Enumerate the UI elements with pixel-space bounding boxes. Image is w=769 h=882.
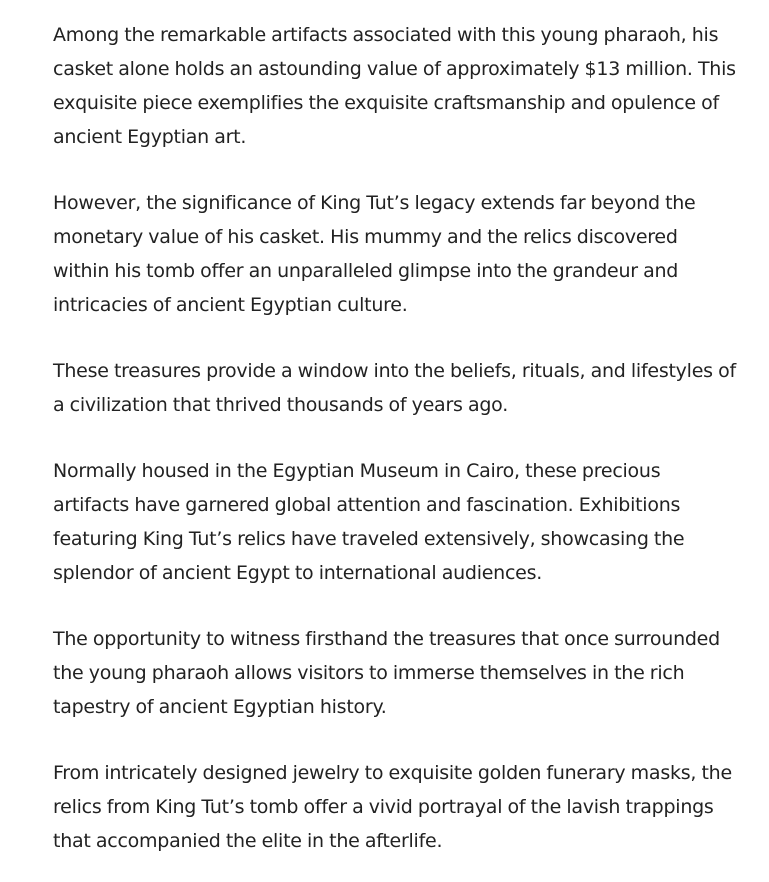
paragraph-treasures-window: These treasures provide a window into the beliefs, rituals, and lifestyles of a civilization that thrived thousands of years ago. xyxy=(53,360,736,416)
paragraph-legacy-significance: However, the significance of King Tut’s legacy extends far beyond the monetary value of his casket. His mummy and the relics discovered within his tomb offer an unparalleled glimpse into the grandeur and intricacies of ancient Egyptian culture. xyxy=(53,192,696,316)
paragraph-relics-portrayal: From intricately designed jewelry to exquisite golden funerary masks, the relics from King Tut’s tomb offer a vivid portrayal of the lavish trappings that accompanied the elite in the afterlife. xyxy=(53,762,732,852)
paragraph-exhibitions: Normally housed in the Egyptian Museum in Cairo, these precious artifacts have garnered global attention and fascination. Exhibitions featuring King Tut’s relics have traveled extensively, showcasing the splendor of ancient Egypt to international audiences. xyxy=(53,460,685,584)
paragraph-casket-value: Among the remarkable artifacts associated with this young pharaoh, his casket alone holds an astounding value of approximately $13 million. This exquisite piece exemplifies the exquisite craftsmanship and opulence of ancient Egyptian art. xyxy=(53,24,736,148)
article-body xyxy=(53,18,737,858)
paragraph-visitor-opportunity: The opportunity to witness firsthand the treasures that once surrounded the young pharaoh allows visitors to immerse themselves in the rich tapestry of ancient Egyptian history. xyxy=(53,628,720,718)
